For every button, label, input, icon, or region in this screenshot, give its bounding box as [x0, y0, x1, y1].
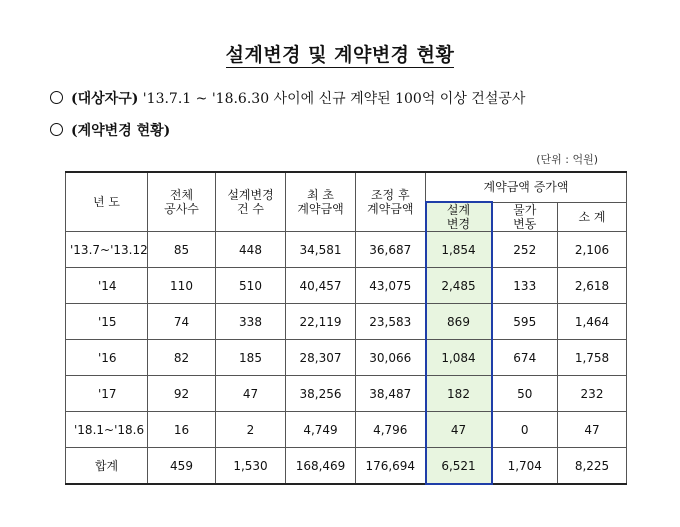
- cell-adjusted: 4,796: [356, 412, 426, 448]
- cell-price: 133: [492, 268, 558, 304]
- cell-year: 합계: [66, 448, 148, 485]
- cell-design: 869: [426, 304, 492, 340]
- cell-projects: 74: [148, 304, 216, 340]
- cell-year: '15: [66, 304, 148, 340]
- cell-subtotal: 8,225: [558, 448, 627, 485]
- circle-bullet-icon: [50, 123, 63, 136]
- cell-subtotal: 2,106: [558, 232, 627, 268]
- cell-initial: 40,457: [286, 268, 356, 304]
- cell-adjusted: 23,583: [356, 304, 426, 340]
- header-year: 년 도: [66, 172, 148, 232]
- cell-projects: 85: [148, 232, 216, 268]
- cell-changes: 47: [216, 376, 286, 412]
- cell-year: '17: [66, 376, 148, 412]
- cell-subtotal: 2,618: [558, 268, 627, 304]
- contract-change-table: [65, 171, 627, 485]
- cell-year: '18.1~'18.6: [66, 412, 148, 448]
- cell-changes: 1,530: [216, 448, 286, 485]
- header-total-projects: 전체 공사수: [148, 172, 216, 232]
- header-design-change: 설계 변경: [426, 202, 492, 232]
- cell-price: 50: [492, 376, 558, 412]
- cell-initial: 38,256: [286, 376, 356, 412]
- cell-year: '13.7~'13.12: [66, 232, 148, 268]
- cell-price: 674: [492, 340, 558, 376]
- header-subtotal: 소 계: [558, 202, 627, 232]
- cell-projects: 459: [148, 448, 216, 485]
- cell-subtotal: 47: [558, 412, 627, 448]
- header-price-change: 물가 변동: [492, 202, 558, 232]
- table-row: [66, 340, 627, 376]
- cell-changes: 448: [216, 232, 286, 268]
- cell-year: '14: [66, 268, 148, 304]
- cell-initial: 34,581: [286, 232, 356, 268]
- header-design-changes: 설계변경 건 수: [216, 172, 286, 232]
- table-row: [66, 376, 627, 412]
- cell-initial: 4,749: [286, 412, 356, 448]
- cell-price: 252: [492, 232, 558, 268]
- cell-projects: 110: [148, 268, 216, 304]
- cell-design: 182: [426, 376, 492, 412]
- cell-changes: 338: [216, 304, 286, 340]
- cell-price: 1,704: [492, 448, 558, 485]
- cell-subtotal: 1,758: [558, 340, 627, 376]
- cell-year: '16: [66, 340, 148, 376]
- page-title: 설계변경 및 계약변경 현황: [225, 44, 455, 66]
- unit-note: (단위 : 억원): [536, 153, 598, 166]
- cell-subtotal: 1,464: [558, 304, 627, 340]
- cell-projects: 16: [148, 412, 216, 448]
- bullet-label: (대상자구): [71, 91, 139, 107]
- table-total-row: [66, 448, 627, 485]
- cell-projects: 92: [148, 376, 216, 412]
- cell-design: 1,084: [426, 340, 492, 376]
- bullet-label: (계약변경 현황): [71, 123, 171, 139]
- cell-initial: 22,119: [286, 304, 356, 340]
- cell-price: 595: [492, 304, 558, 340]
- cell-projects: 82: [148, 340, 216, 376]
- cell-adjusted: 30,066: [356, 340, 426, 376]
- cell-design: 47: [426, 412, 492, 448]
- cell-price: 0: [492, 412, 558, 448]
- table-row: [66, 232, 627, 268]
- cell-initial: 168,469: [286, 448, 356, 485]
- bullet-text: '13.7.1 ~ '18.6.30 사이에 신규 계약된 100억 이상 건설공사: [138, 91, 526, 107]
- header-adjusted-amount: 조정 후 계약금액: [356, 172, 426, 232]
- cell-adjusted: 176,694: [356, 448, 426, 485]
- cell-changes: 2: [216, 412, 286, 448]
- table-row: [66, 412, 627, 448]
- bullet-contract-status: [50, 120, 170, 140]
- cell-adjusted: 38,487: [356, 376, 426, 412]
- cell-changes: 185: [216, 340, 286, 376]
- cell-adjusted: 36,687: [356, 232, 426, 268]
- cell-design: 2,485: [426, 268, 492, 304]
- bullet-target-scope: [50, 88, 525, 108]
- cell-initial: 28,307: [286, 340, 356, 376]
- header-increase-group: 계약금액 증가액: [426, 172, 627, 202]
- cell-design: 6,521: [426, 448, 492, 485]
- circle-bullet-icon: [50, 91, 63, 104]
- cell-changes: 510: [216, 268, 286, 304]
- table-row: [66, 268, 627, 304]
- header-initial-amount: 최 초 계약금액: [286, 172, 356, 232]
- cell-design: 1,854: [426, 232, 492, 268]
- cell-adjusted: 43,075: [356, 268, 426, 304]
- cell-subtotal: 232: [558, 376, 627, 412]
- table-row: [66, 304, 627, 340]
